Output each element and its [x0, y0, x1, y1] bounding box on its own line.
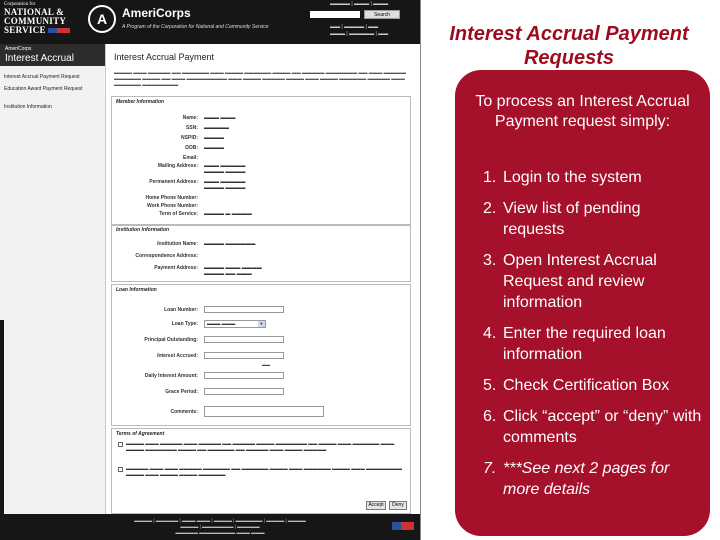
step-text: View list of pending requests: [503, 200, 641, 238]
member-label: Work Phone Number:: [146, 203, 198, 209]
step-text: Enter the required loan information: [503, 325, 666, 363]
step-item: [483, 375, 705, 396]
institution-value: ▬▬▬▬ ▬▬▬▬▬▬: [204, 241, 256, 247]
certification-checkbox[interactable]: [118, 442, 123, 447]
step-item: [483, 406, 705, 448]
member-label: Mailing Address:: [157, 163, 198, 169]
loan-number-input[interactable]: [204, 306, 284, 313]
certification-text-2: ▬▬▬▬▬ ▬▬▬ ▬▬▬ ▬▬▬▬▬ ▬▬▬▬▬▬ ▬▬ ▬▬▬▬▬▬ ▬▬▬▬ ▬▬▬ ▬▬▬▬▬▬ ▬▬▬▬ ▬▬▬ ▬▬▬▬▬▬▬▬ ▬▬▬▬ ▬▬▬ ▬▬▬▬ ▬▬▬▬ ▬▬▬▬▬▬: [126, 466, 403, 477]
member-label: Name:: [182, 115, 198, 121]
certification-section: [111, 428, 411, 514]
member-info-heading: Member Information: [116, 99, 165, 105]
page-title: Interest Accrual Payment: [114, 52, 215, 62]
interest-label: Interest Accrued:: [157, 353, 198, 359]
principal-label: Principal Outstanding:: [144, 337, 198, 343]
step-item: [483, 323, 705, 365]
certification-checkbox-2[interactable]: [118, 467, 123, 472]
sidebar-item-interest-accrual[interactable]: Interest Accrual Payment Request: [4, 74, 80, 80]
principal-input[interactable]: [204, 336, 284, 343]
step-number: 7.: [483, 460, 497, 477]
site-header: [0, 0, 420, 44]
step-number: 3.: [483, 252, 497, 269]
comments-label: Comments:: [170, 409, 198, 415]
daily-interest-label: Daily Interest Amount:: [144, 373, 198, 379]
sidebar-item-institution-info[interactable]: Institution Information: [4, 104, 52, 110]
step-text: Check Certification Box: [503, 377, 670, 394]
grace-period-label: Grace Period:: [165, 389, 198, 395]
americorps-emblem-icon: A: [88, 5, 116, 33]
member-label: Term of Service:: [159, 211, 198, 217]
section-title: Interest Accrual: [5, 53, 74, 64]
flag-icon: [48, 28, 70, 33]
member-value: ▬▬▬▬: [204, 135, 224, 141]
loan-type-select[interactable]: ▬▬▬ ▬▬▬ ▼: [204, 320, 266, 328]
institution-value: ▬▬▬▬ ▬▬▬ ▬▬▬▬ ▬▬▬▬ ▬▬ ▬▬▬: [204, 265, 262, 277]
instructions-card: [455, 70, 710, 536]
loan-number-label: Loan Number:: [164, 307, 198, 313]
loan-type-label: Loan Type:: [171, 321, 198, 327]
member-value: ▬▬▬ ▬▬▬▬▬ ▬▬▬▬ ▬▬▬▬: [204, 163, 246, 175]
terms-heading: Terms of Agreement: [116, 431, 165, 437]
step-number: 5.: [483, 377, 497, 394]
step-number: 2.: [483, 200, 497, 217]
member-label: SSN:: [186, 125, 198, 131]
step-number: 4.: [483, 325, 497, 342]
deny-button[interactable]: Deny: [389, 501, 407, 510]
section-banner: [0, 44, 105, 66]
step-text: ***See next 2 pages for more details: [503, 460, 670, 498]
member-value: ▬▬▬ ▬▬▬▬▬ ▬▬▬▬ ▬▬▬▬: [204, 179, 246, 191]
step-text: Login to the system: [503, 169, 642, 186]
certification-text: ▬▬▬▬ ▬▬▬ ▬▬▬▬▬ ▬▬▬ ▬▬▬▬▬ ▬▬ ▬▬▬▬▬ ▬▬▬▬ ▬▬▬▬▬▬▬ ▬▬ ▬▬▬▬ ▬▬▬ ▬▬▬▬▬▬ ▬▬▬ ▬▬▬▬ ▬▬▬▬▬▬▬ ▬▬▬▬ ▬▬ ▬▬▬▬▬▬ ▬▬ ▬▬▬▬▬ ▬▬▬ ▬▬▬▬ ▬▬▬▬▬: [126, 441, 395, 452]
step-text: Click “accept” or “deny” with comments: [503, 408, 702, 446]
flag-icon: [392, 522, 414, 530]
institution-label: Payment Address:: [154, 265, 198, 271]
sidebar-edge: [0, 320, 4, 540]
sidebar: [0, 44, 106, 540]
section-small: AmeriCorps: [5, 46, 32, 52]
institution-label: Correspondence Address:: [135, 253, 198, 259]
step-text: Open Interest Accrual Request and review information: [503, 252, 657, 311]
accept-button[interactable]: Accept: [366, 501, 386, 510]
member-label: Home Phone Number:: [145, 195, 198, 201]
search-button[interactable]: Search: [364, 10, 400, 19]
institution-info-heading: Institution Information: [116, 227, 170, 233]
loan-info-heading: Loan Information: [116, 287, 157, 293]
intro-paragraph: ▬▬▬▬ ▬▬▬ ▬▬▬▬▬ ▬▬ ▬▬▬▬▬▬ ▬▬▬ ▬▬▬▬ ▬▬▬▬▬▬ ▬▬▬▬ ▬▬ ▬▬▬▬▬ ▬▬▬▬▬▬▬ ▬▬ ▬▬▬ ▬▬▬▬▬ ▬▬▬▬▬▬ ▬▬▬▬ ▬▬ ▬▬▬ ▬▬▬▬▬▬▬▬▬ ▬▬▬ ▬▬▬▬ ▬▬▬▬▬ ▬▬▬▬ ▬▬▬ ▬▬▬▬ ▬▬▬▬▬▬ ▬▬▬▬▬ ▬▬▬ ▬▬▬▬▬▬ ▬▬▬▬▬▬▬▬: [114, 70, 407, 87]
sidebar-item-education-award[interactable]: Education Award Payment Request: [4, 86, 83, 92]
member-value: ▬▬▬▬: [204, 145, 224, 151]
americorps-tagline: A Program of the Corporation for National and Community Service: [122, 24, 269, 30]
member-info-section: [111, 96, 411, 226]
step-item: [483, 458, 705, 500]
cns-logo[interactable]: [4, 2, 84, 42]
member-value: ▬▬▬▬ ▬ ▬▬▬▬: [204, 211, 252, 217]
interest-input[interactable]: [204, 352, 284, 359]
step-number: 1.: [483, 169, 497, 186]
step-item: [483, 167, 705, 188]
chevron-down-icon: ▼: [259, 321, 264, 326]
instructions-intro: To process an Interest Accrual Payment request simply:: [475, 93, 690, 130]
search-input[interactable]: [310, 11, 360, 18]
main-content: [108, 44, 416, 514]
slide-title: Interest Accrual Payment Requests: [449, 23, 689, 69]
cns-logo-line1: NATIONAL &: [4, 7, 65, 17]
institution-info-section: [111, 224, 411, 282]
site-footer: [0, 514, 420, 540]
member-label: NSPID:: [181, 135, 198, 141]
member-label: Permanent Address:: [149, 179, 198, 185]
step-number: 6.: [483, 408, 497, 425]
institution-label: Institution Name:: [157, 241, 198, 247]
cns-logo-small: Corporation for: [4, 2, 36, 7]
step-item: [483, 198, 705, 240]
grace-period-input[interactable]: [204, 388, 284, 395]
cns-logo-line2: COMMUNITY: [4, 16, 67, 26]
top-links[interactable]: ▬▬▬▬ | ▬▬▬ | ▬▬▬: [330, 1, 389, 7]
interest-hint: ▬▬: [262, 362, 270, 367]
footer-links[interactable]: ▬▬▬▬ | ▬▬▬▬▬ | ▬▬▬ ▬▬▬ | ▬▬▬▬ | ▬▬▬▬▬▬ | ▬▬▬▬ | ▬▬▬▬ ▬▬▬▬ | ▬▬▬▬▬▬▬ | ▬▬▬▬▬ ▬▬▬▬▬ ▬▬▬▬▬▬▬▬ ▬▬▬ ▬▬▬: [134, 518, 306, 535]
utility-links[interactable]: ▬▬ | ▬▬▬▬ | ▬▬ ▬▬▬ | ▬▬▬▬▬ | ▬▬: [330, 24, 389, 37]
cns-logo-line3: SERVICE: [4, 26, 84, 35]
member-value: ▬▬▬ ▬▬▬: [204, 115, 236, 121]
member-label: Email:: [182, 155, 198, 161]
member-value: ▬▬▬▬▬: [204, 125, 229, 131]
comments-input[interactable]: [204, 406, 324, 417]
americorps-brand[interactable]: AmeriCorps: [122, 6, 191, 20]
member-label: DOB:: [185, 145, 198, 151]
steps-list: [483, 167, 705, 510]
step-item: [483, 250, 705, 313]
daily-interest-input[interactable]: [204, 372, 284, 379]
loan-info-section: [111, 284, 411, 426]
